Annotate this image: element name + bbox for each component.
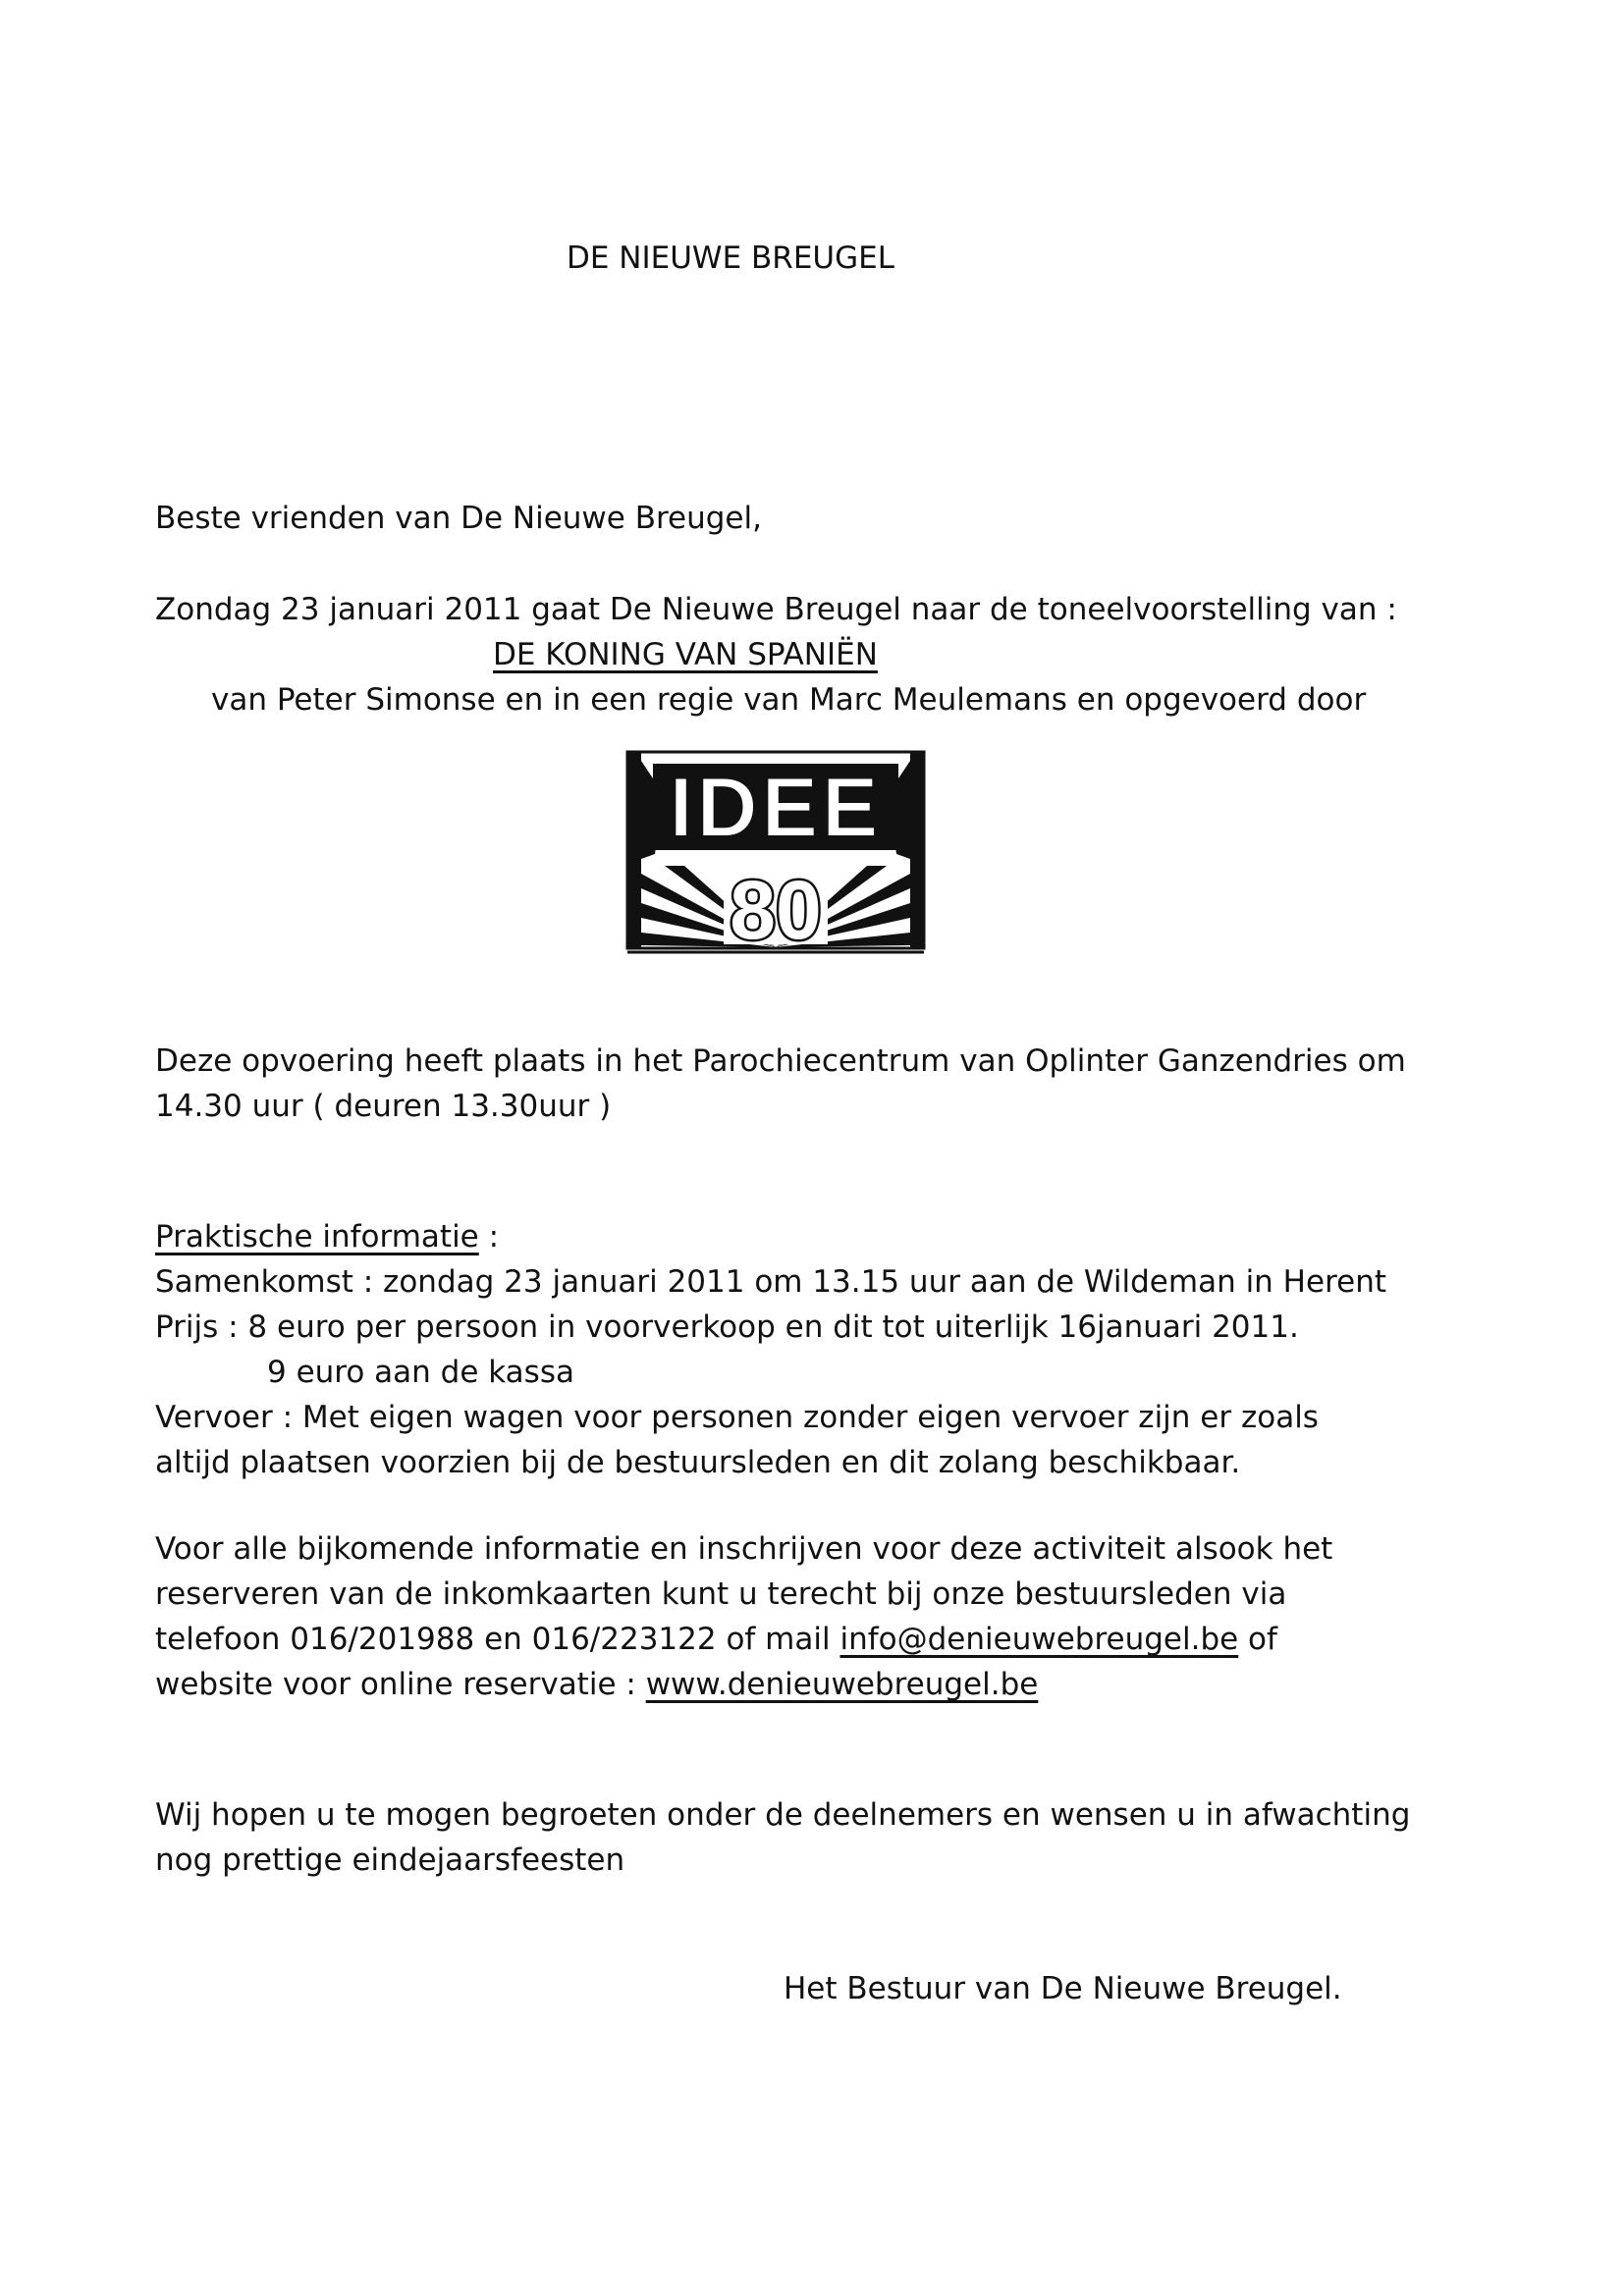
practical-heading [155, 1214, 499, 1259]
email-link[interactable]: info@denieuwebreugel.be [839, 1622, 1239, 1657]
venue-line-1: Deze opvoering heeft plaats in het Parochiecentrum van Oplinter Ganzendries om [155, 1043, 1406, 1079]
meeting-info: Samenkomst : zondag 23 januari 2011 om 13.15 uur aan de Wildeman in Herent [155, 1264, 1387, 1300]
idee-80-logo [625, 746, 926, 957]
website-link[interactable]: www.denieuwebreugel.be [645, 1667, 1039, 1702]
signature: Het Bestuur van De Nieuwe Breugel. [784, 1971, 1342, 2006]
play-title: DE KONING VAN SPANIËN [493, 637, 878, 672]
greeting: Beste vrienden van De Nieuwe Breugel, [155, 501, 762, 536]
intro-text: Zondag 23 januari 2011 gaat De Nieuwe Breugel naar de toneelvoorstelling van : [155, 592, 1397, 627]
website-label: website voor online reservatie : [155, 1667, 646, 1702]
play-credits: van Peter Simonse en in een regie van Marc Meulemans en opgevoerd door [211, 682, 1367, 718]
closing-line-2: nog prettige eindejaarsfeesten [155, 1842, 625, 1878]
price-info: Prijs : 8 euro per persoon in voorverkoop en dit tot uiterlijk 16januari 2011. [155, 1309, 1299, 1345]
practical-heading-label: Praktische informatie [155, 1219, 479, 1255]
practical-heading-colon: : [478, 1219, 500, 1255]
contact-line-3 [155, 1617, 1277, 1662]
contact-phone-text: telefoon 016/201988 en 016/223122 of mail [155, 1622, 840, 1657]
transport-info-1: Vervoer : Met eigen wagen voor personen zonder eigen vervoer zijn er zoals [155, 1400, 1319, 1435]
contact-of-text: of [1238, 1622, 1277, 1657]
contact-line-2: reserveren van de inkomkaarten kunt u terecht bij onze bestuursleden via [155, 1576, 1287, 1612]
page-title: DE NIEUWE BREUGEL [567, 240, 894, 276]
contact-line-4 [155, 1662, 1038, 1707]
contact-line-1: Voor alle bijkomende informatie en inschrijven voor deze activiteit alsook het [155, 1531, 1333, 1567]
price-info-box-office: 9 euro aan de kassa [267, 1355, 574, 1390]
logo-idee-text: IDEE [669, 761, 883, 855]
logo-80-text: 80 [730, 864, 822, 956]
closing-line-1: Wij hopen u te mogen begroeten onder de deelnemers en wensen u in afwachting [155, 1797, 1411, 1833]
venue-line-2: 14.30 uur ( deuren 13.30uur ) [155, 1089, 612, 1124]
transport-info-2: altijd plaatsen voorzien bij de bestuursleden en dit zolang beschikbaar. [155, 1445, 1241, 1480]
